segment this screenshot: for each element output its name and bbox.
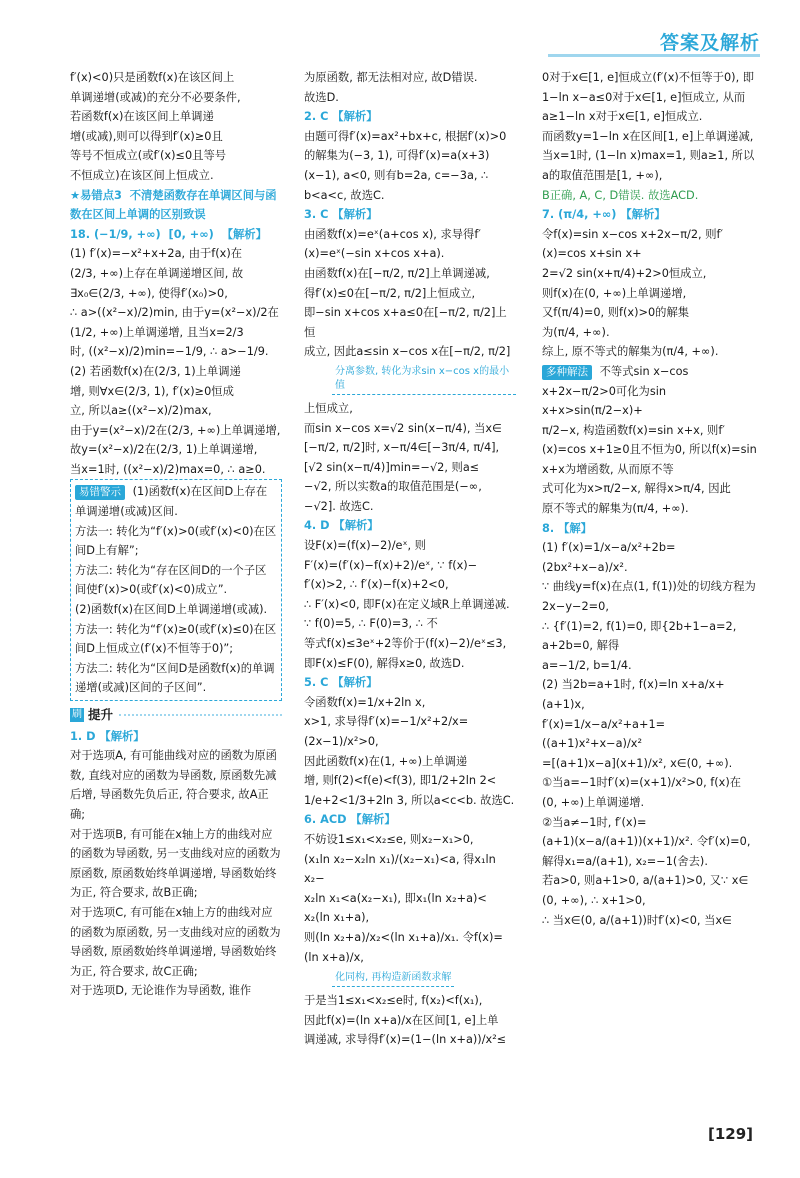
text-line: 原不等式的解集为(π/4, +∞).	[542, 502, 689, 516]
text-line: (2bx²+x−a)/x².	[542, 560, 628, 574]
text-line: 由函数f(x)=eˣ(a+cos x), 求导得f′(x)=eˣ(−sin x+cos x+a).	[304, 227, 481, 261]
section-divider	[119, 714, 282, 716]
text-line: (1)函数f(x)在区间D上存在单调递增(或减)区间.	[75, 485, 268, 519]
text-line: (a+1)x,	[542, 698, 585, 711]
text-line: [√2 sin(x−π/4)]min=−√2, 则a≤	[304, 460, 480, 474]
text-line: 单调递增(或减)的充分不必要条件,	[70, 90, 241, 104]
text-line: 立, 所以a≥((x²−x)/2)max,	[70, 404, 212, 418]
question-4-head	[304, 516, 516, 536]
text-line: ∴ {f′(1)=2, f(1)=0, 即{2b+1−a=2, a+2b=0, 解得	[542, 619, 740, 653]
text-line: 若函数f(x)在该区间上单调递	[70, 110, 214, 124]
method-note: 分离参数, 转化为求sin x−cos x的最小值	[332, 364, 516, 395]
brush-icon: 刷	[72, 709, 82, 720]
text-line: (0, +∞)上单调递增.	[542, 795, 645, 809]
text-line: 增(或减),则可以得到f′(x)≥0且	[70, 129, 223, 143]
text-line: (2) 若函数f(x)在(2/3, 1)上单调递	[70, 364, 241, 378]
text-line: (1) f′(x)=1/x−a/x²+2b=	[542, 541, 676, 555]
text-line: 对于选项A, 有可能曲线对应的函数为原函数, 直线对应的函数为导函数, 原函数先减后增, 导函数先负后正, 符合要求, 故A正确;	[70, 749, 277, 821]
text-line: ②当a≠−1时, f′(x)=	[542, 815, 647, 829]
question-7-head	[542, 205, 760, 225]
alternative-solution	[542, 362, 760, 519]
column-1	[70, 68, 282, 1001]
text-line: 方法一: 转化为“f′(x)≥0(或f′(x)≤0)在区间D上恒成立(f′(x)不恒等于0)”;	[75, 622, 277, 656]
text-line: 则(ln x₂+a)/x₂<(ln x₁+a)/x₁. 令f(x)=(ln x+a)/x,	[304, 930, 503, 964]
text-line: 得f′(x)≤0在[−π/2, π/2]上恒成立,	[304, 286, 476, 300]
text-line: 解得x₁=a/(a+1), x₂=−1(舍去).	[542, 854, 708, 868]
text-line: 对于选项C, 有可能在x轴上方的曲线对应的函数为原函数, 另一支曲线对应的函数为导函数, 原函数始终单调递增, 导函数始终为正, 符合要求, 故C正确;	[70, 905, 281, 978]
text-line: 增, 则∀x∈(2/3, 1), f′(x)≥0恒成	[70, 384, 234, 398]
text-line: 为原函数, 都无法相对应, 故D错误.	[304, 71, 478, 84]
text-line: B正确, A, C, D错误. 故选ACD.	[542, 188, 699, 202]
question-1-head	[70, 727, 282, 747]
text-line: 上恒成立,	[304, 401, 353, 415]
text-line: (2/3, +∞)上存在单调递增区间, 故	[70, 266, 244, 280]
text-line: 式可化为x>π/2−x, 解得x>π/4, 因此	[542, 482, 731, 496]
question-number: 1. D 【解析】	[70, 729, 145, 743]
column-3	[542, 68, 760, 930]
error-warning-tag: 易错警示	[75, 485, 125, 500]
text-line: ∵ 曲线y=f(x)在点(1, f(1))处的切线方程为2x−y−2=0,	[542, 580, 756, 614]
text-line: F′(x)=(f′(x)−f(x)+2)/eˣ, ∵ f(x)−	[304, 558, 478, 572]
text-line: x₂ln x₁<a(x₂−x₁), 即x₁(ln x₂+a)<	[304, 891, 487, 905]
question-5-head	[304, 673, 516, 693]
section-heading-improve	[70, 705, 282, 725]
text-line: 不等式sin x−cos x+2x−π/2>0可化为sin x+x>sin(π/2−x)+	[542, 364, 693, 418]
text-line: =[(a+1)x−a](x+1)/x², x∈(0, +∞).	[542, 756, 733, 770]
question-18-head	[70, 225, 282, 245]
text-line: 而函数y=1−ln x在区间[1, e]上单调递减, 当x=1时, (1−ln x)max=1, 则a≥1, 所以a的取值范围是[1, +∞),	[542, 129, 757, 182]
text-line: 由于y=(x²−x)/2在(2/3, +∞)上单调递增,	[70, 423, 281, 437]
text-line: 故选D.	[304, 90, 339, 104]
text-line: f′(x)>2, ∴ f′(x)−f(x)+2<0,	[304, 578, 449, 592]
text-line: 于是当1≤x₁<x₂≤e时, f(x₂)<f(x₁),	[304, 994, 483, 1008]
text-line: 为(π/4, +∞).	[542, 325, 610, 339]
text-line: 等式f(x)≤3eˣ+2等价于(f(x)−2)/eˣ≤3,	[304, 637, 507, 651]
text-line: π/2−x, 构造函数f(x)=sin x+x, 则f′(x)=cos x+1≥0且不恒为0, 所以f(x)=sin x+x为增函数, 从而原不等	[542, 423, 761, 476]
text-line: [−π/2, π/2]时, x−π/4∈[−3π/4, π/4],	[304, 441, 500, 455]
question-number: 18. (−1/9, +∞) [0, +∞) 【解析】	[70, 227, 267, 241]
text-line: 2=√2 sin(x+π/4)+2>0恒成立,	[542, 266, 707, 280]
question-number: 2. C 【解析】	[304, 110, 378, 124]
text-line: −√2, 所以实数a的取值范围是(−∞, −√2]. 故选C.	[304, 480, 486, 513]
text-line: (2)函数f(x)在区间D上单调递增(或减).	[75, 603, 268, 617]
section-title: 提升	[88, 707, 114, 722]
text-line: 令函数f(x)=1/x+2ln x,	[304, 695, 426, 709]
question-18-body	[70, 244, 282, 479]
text-line: 成立, 因此a≤sin x−cos x在[−π/2, π/2]	[304, 345, 511, 359]
text-line: a=−1/2, b=1/4.	[542, 658, 632, 672]
header-bar	[548, 54, 760, 57]
text-line: x>1, 求导得f′(x)=−1/x²+2/x=	[304, 715, 469, 729]
text-line: 方法二: 转化为“区间D是函数f(x)的单调递增(或减)区间的子区间”.	[75, 661, 275, 695]
text-line: 对于选项D, 无论谁作为导函数, 谁作	[70, 984, 252, 998]
text-line: f′(x)<0)只是函数f(x)在该区间上	[70, 71, 235, 84]
text-line: 即F(x)≤F(0), 解得x≥0, 故选D.	[304, 656, 465, 670]
error-warning-box	[70, 479, 282, 701]
text-line: 当x=1时, ((x²−x)/2)max=0, ∴ a≥0.	[70, 462, 266, 476]
text-line: 对于选项B, 有可能在x轴上方的曲线对应的函数为导函数, 另一支曲线对应的函数为原函数, 原函数始终单调递增, 导函数始终为正, 符合要求, 故B正确;	[70, 827, 281, 900]
text-line: 不妨设1≤x₁<x₂≤e, 则x₂−x₁>0,	[304, 832, 474, 846]
question-number: 8. 【解】	[542, 521, 592, 535]
easy-error-point: ★易错点3 不清楚函数存在单调区间与函数在区间上单调的区别致误	[70, 188, 277, 222]
text-line: 由题可得f′(x)=ax²+bx+c, 根据f′(x)>0的解集为(−3, 1), 可得f′(x)=a(x+3)(x−1), a<0, 则有b=2a, c=−3a, ∴ b<a<c, 故选C.	[304, 129, 507, 202]
alt-solution-tag: 多种解法	[542, 365, 592, 380]
text-line: x₂(ln x₁+a),	[304, 911, 370, 925]
text-line: 调递减, 求导得f′(x)=(1−(ln x+a))/x²≤	[304, 1033, 507, 1047]
text-line: ∴ a>((x²−x)/2)min, 由于y=(x²−x)/2在	[70, 306, 279, 320]
page-header	[660, 28, 760, 54]
text-line: 而sin x−cos x=√2 sin(x−π/4), 当x∈	[304, 421, 502, 435]
text-line: 又f(π/4)=0, 则f(x)>0的解集	[542, 306, 690, 320]
question-number: 5. C 【解析】	[304, 676, 378, 690]
text-line: (1) f′(x)=−x²+x+2a, 由于f(x)在	[70, 247, 243, 261]
text-line: 0对于x∈[1, e]恒成立(f′(x)不恒等于0), 即1−ln x−a≤0对于x∈[1, e]恒成立, 从而a≥1−ln x对于x∈[1, e]恒成立.	[542, 71, 755, 124]
text-line: 设F(x)=(f(x)−2)/eˣ, 则	[304, 539, 426, 553]
text-line: 因此函数f(x)在(1, +∞)上单调递	[304, 754, 468, 768]
text-line: (a+1)(x−a/(a+1))(x+1)/x². 令f′(x)=0,	[542, 835, 751, 849]
text-line: 时, ((x²−x)/2)min=−1/9, ∴ a>−1/9.	[70, 345, 269, 359]
text-line: ∃x₀∈(2/3, +∞), 使得f′(x₀)>0,	[70, 286, 228, 300]
question-8-head	[542, 519, 760, 539]
text-line: (2) 当2b=a+1时, f(x)=ln x+a/x+	[542, 678, 725, 692]
text-line: (0, +∞), ∴ x+1>0,	[542, 893, 646, 907]
text-line: ①当a=−1时f′(x)=(x+1)/x²>0, f(x)在	[542, 776, 742, 790]
text-line: 因此f(x)=(ln x+a)/x在区间[1, e]上单	[304, 1013, 499, 1027]
question-number: 6. ACD 【解析】	[304, 813, 396, 827]
question-1-body	[70, 746, 282, 1001]
text-line: 增, 则f(2)<f(e)<f(3), 即1/2+2ln 2<	[304, 774, 497, 788]
text-line: 由函数f(x)在[−π/2, π/2]上单调递减,	[304, 266, 490, 280]
header-title: 答案及解析	[659, 31, 760, 54]
text-line: 令f(x)=sin x−cos x+2x−π/2, 则f′(x)=cos x+sin x+	[542, 227, 724, 261]
col1-intro	[70, 68, 282, 186]
method-note: 化同构, 再构造新函数求解	[332, 970, 454, 987]
question-3-head	[304, 205, 516, 225]
text-line: f′(x)=1/x−a/x²+a+1=((a+1)x²+x−a)/x²	[542, 717, 666, 751]
page-number: [129]	[708, 1125, 754, 1143]
text-line: 若a>0, 则a+1>0, a/(a+1)>0, 又∵ x∈	[542, 874, 749, 888]
text-line: (2x−1)/x²>0,	[304, 735, 379, 748]
text-line: ∴ 当x∈(0, a/(a+1))时f′(x)<0, 当x∈	[542, 913, 732, 927]
text-line: 则f(x)在(0, +∞)上单调递增,	[542, 286, 687, 300]
text-line: (1/2, +∞)上单调递增, 且当x=2/3	[70, 325, 244, 339]
text-line: 即−sin x+cos x+a≤0在[−π/2, π/2]上恒	[304, 306, 507, 339]
text-line: 故y=(x²−x)/2在(2/3, 1)上单调递增,	[70, 443, 258, 457]
question-6-head	[304, 810, 516, 830]
question-number: 4. D 【解析】	[304, 519, 379, 533]
text-line: ∴ F′(x)<0, 即F(x)在定义域R上单调递减. ∵ f(0)=5, ∴ F(0)=3, ∴ 不	[304, 597, 514, 631]
question-number: 7. (π/4, +∞) 【解析】	[542, 208, 666, 222]
text-line: 方法一: 转化为“f′(x)>0(或f′(x)<0)在区间D上有解”;	[75, 524, 277, 558]
question-number: 3. C 【解析】	[304, 208, 378, 222]
question-2-head	[304, 107, 516, 127]
text-line: (x₁ln x₂−x₂ln x₁)/(x₂−x₁)<a, 得x₁ln x₂−	[304, 852, 500, 886]
text-line: 不恒成立)在该区间上恒成立.	[70, 168, 214, 182]
text-line: 等号不恒成立(或f′(x)≤0且等号	[70, 149, 227, 163]
text-line: 1/e+2<1/3+2ln 3, 所以a<c<b. 故选C.	[304, 793, 515, 807]
text-line: 方法二: 转化为“存在区间D的一个子区间使f′(x)>0(或f′(x)<0)成立”.	[75, 563, 267, 597]
text-line: 综上, 原不等式的解集为(π/4, +∞).	[542, 345, 719, 359]
column-2	[304, 68, 516, 1050]
